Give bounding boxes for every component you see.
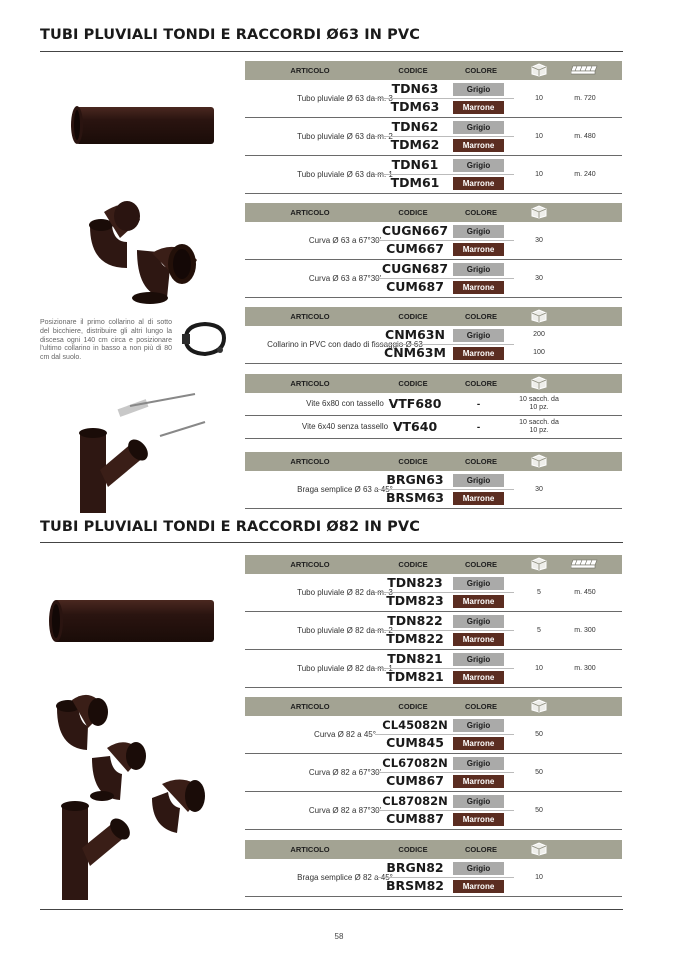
box-icon <box>530 204 548 219</box>
product-code: TDM823 <box>386 593 444 608</box>
color-badge: Grigio <box>453 577 504 590</box>
table-header <box>245 374 622 393</box>
table-row <box>245 80 622 118</box>
variant-line <box>375 471 514 490</box>
product-table <box>245 307 622 364</box>
product-code: TDM821 <box>386 669 444 684</box>
box-quantity: 30 <box>535 485 543 493</box>
column-header-pallet <box>565 61 605 78</box>
article-description-text: Curva Ø 82 a 87°30' <box>308 805 382 815</box>
box-quantity: 50 <box>535 730 543 738</box>
table-header <box>245 555 622 574</box>
variant-line <box>375 260 514 279</box>
box-quantity: 5 <box>537 588 541 596</box>
color-badge: Marrone <box>453 595 504 608</box>
color-badge: - <box>476 399 481 410</box>
table-row <box>245 393 622 416</box>
color-badge: Marrone <box>453 243 504 256</box>
table-row <box>245 754 622 792</box>
color-badge: Grigio <box>453 83 504 96</box>
variant-line <box>375 326 514 345</box>
table-row <box>245 326 622 364</box>
variant-line <box>375 118 514 137</box>
pallet-quantity: m. 480 <box>574 133 596 140</box>
product-code: CUGN687 <box>381 261 449 276</box>
color-badge: Marrone <box>453 737 504 750</box>
product-code: VTF680 <box>388 396 442 411</box>
article-description-text: Tubo pluviale Ø 63 da m. 3 <box>297 93 393 103</box>
fittings-82-image <box>52 688 212 903</box>
color-badge: Marrone <box>453 880 504 893</box>
variant-line <box>375 772 514 790</box>
section-rule <box>40 542 623 543</box>
column-header-codice: CODICE <box>398 312 428 321</box>
product-code: BRGN63 <box>386 472 444 487</box>
table-header <box>245 61 622 80</box>
product-table <box>245 374 622 439</box>
article-description-text: Curva Ø 63 a 87°30' <box>308 273 382 283</box>
table-row <box>245 118 622 156</box>
column-header-colore: COLORE <box>464 702 498 711</box>
pallet-quantity: m. 450 <box>574 589 596 596</box>
variant-line <box>375 240 514 258</box>
box-icon <box>530 308 548 323</box>
variant-line <box>375 278 514 296</box>
variant-line <box>375 489 514 507</box>
page-number: 58 <box>334 932 344 941</box>
box-quantity: 200 <box>533 331 545 338</box>
pallet-quantity: m. 720 <box>574 95 596 102</box>
color-badge: Grigio <box>453 263 504 276</box>
variant-line <box>375 716 514 735</box>
pallet-icon <box>571 557 599 572</box>
pallet-quantity: m. 300 <box>574 665 596 672</box>
box-quantity: 100 <box>533 349 545 356</box>
column-header-box <box>527 697 551 713</box>
product-code: TDN822 <box>387 613 443 628</box>
product-table <box>245 697 622 830</box>
variant-line <box>375 592 514 610</box>
box-quantity: 30 <box>535 274 543 282</box>
color-badge: Grigio <box>453 474 504 487</box>
variant-line <box>375 156 514 175</box>
column-header-articolo: ARTICOLO <box>290 312 330 321</box>
product-code: TDN62 <box>391 119 439 134</box>
table-row <box>245 574 622 612</box>
product-code: TDM61 <box>390 175 440 190</box>
color-badge: Marrone <box>453 101 504 114</box>
column-header-pallet <box>565 555 605 572</box>
product-code: CNM63N <box>385 327 445 342</box>
table-row <box>245 222 622 260</box>
column-header-articolo: ARTICOLO <box>290 845 330 854</box>
column-header-codice: CODICE <box>398 702 428 711</box>
table-header <box>245 203 622 222</box>
box-quantity: 10 <box>535 664 543 672</box>
article-description-text: Tubo pluviale Ø 63 da m. 1 <box>297 169 393 179</box>
color-badge: - <box>476 422 481 433</box>
variant-line <box>375 418 514 436</box>
product-code: BRSM63 <box>386 490 444 505</box>
product-code: TDM822 <box>386 631 444 646</box>
product-table <box>245 840 622 897</box>
pallet-quantity: m. 240 <box>574 171 596 178</box>
variant-line <box>375 574 514 593</box>
product-code: CL87082N <box>382 794 448 808</box>
product-code: CUM687 <box>386 279 444 294</box>
table-row <box>245 471 622 509</box>
product-code: TDN823 <box>387 575 443 590</box>
pallet-quantity: m. 300 <box>574 627 596 634</box>
color-badge: Marrone <box>453 492 504 505</box>
product-code: CUM887 <box>386 811 444 826</box>
pipe-63-image <box>70 103 215 148</box>
pipe-82-image <box>48 596 216 646</box>
variant-line <box>375 612 514 631</box>
article-description-text: Curva Ø 82 a 67°30' <box>308 767 382 777</box>
variant-line <box>375 630 514 648</box>
variant-line <box>375 668 514 686</box>
table-row <box>245 716 622 754</box>
box-quantity: 30 <box>535 236 543 244</box>
column-header-articolo: ARTICOLO <box>290 560 330 569</box>
product-code: TDM63 <box>390 99 440 114</box>
column-header-codice: CODICE <box>398 560 428 569</box>
variant-line <box>375 877 514 895</box>
footer-rule <box>40 909 623 910</box>
column-header-colore: COLORE <box>464 379 498 388</box>
color-badge: Grigio <box>453 225 504 238</box>
branch-63-image <box>70 425 150 515</box>
column-header-articolo: ARTICOLO <box>290 66 330 75</box>
table-header <box>245 307 622 326</box>
color-badge: Grigio <box>453 653 504 666</box>
column-header-colore: COLORE <box>464 457 498 466</box>
column-header-codice: CODICE <box>398 845 428 854</box>
elbow-63-image <box>82 198 202 306</box>
variant-line <box>375 222 514 241</box>
color-badge: Marrone <box>453 139 504 152</box>
column-header-box <box>527 203 551 219</box>
product-code: CUGN667 <box>381 223 449 238</box>
box-quantity: 10 sacch. da 10 pz. <box>519 396 559 411</box>
table-row <box>245 156 622 194</box>
column-header-articolo: ARTICOLO <box>290 208 330 217</box>
box-icon <box>530 841 548 856</box>
product-code: CUM845 <box>386 735 444 750</box>
color-badge: Grigio <box>453 757 504 770</box>
table-row <box>245 792 622 830</box>
variant-line <box>375 810 514 828</box>
collar-63-image <box>180 320 230 360</box>
product-code: BRSM82 <box>386 878 444 893</box>
color-badge: Grigio <box>453 329 504 342</box>
color-badge: Marrone <box>453 813 504 826</box>
variant-line <box>375 174 514 192</box>
variant-line <box>375 136 514 154</box>
column-header-articolo: ARTICOLO <box>290 702 330 711</box>
section-title-63: TUBI PLUVIALI TONDI E RACCORDI Ø63 IN PVC <box>40 27 420 43</box>
table-header <box>245 840 622 859</box>
article-description-text: Vite 6x80 con tassello <box>306 399 384 408</box>
product-table <box>245 452 622 509</box>
color-badge: Grigio <box>453 159 504 172</box>
column-header-box <box>527 374 551 390</box>
box-quantity: 50 <box>535 806 543 814</box>
variant-line <box>375 792 514 811</box>
column-header-articolo: ARTICOLO <box>290 457 330 466</box>
product-table <box>245 203 622 298</box>
column-header-codice: CODICE <box>398 457 428 466</box>
color-badge: Grigio <box>453 121 504 134</box>
variant-line <box>375 734 514 752</box>
color-badge: Grigio <box>453 795 504 808</box>
product-code: TDN61 <box>391 157 439 172</box>
color-badge: Marrone <box>453 671 504 684</box>
product-code: VT640 <box>392 419 438 434</box>
box-icon <box>530 62 548 77</box>
variant-line <box>375 98 514 116</box>
table-row <box>245 650 622 688</box>
column-header-colore: COLORE <box>464 560 498 569</box>
column-header-box <box>527 840 551 856</box>
variant-line <box>375 859 514 878</box>
box-quantity: 50 <box>535 768 543 776</box>
table-row <box>245 416 622 439</box>
pallet-icon <box>571 63 599 78</box>
box-icon <box>530 556 548 571</box>
article-description-text: Collarino in PVC con dado di fissaggio Ø 63 <box>267 339 423 349</box>
product-code: CL45082N <box>382 718 448 732</box>
product-code: BRGN82 <box>386 860 444 875</box>
table-row <box>245 612 622 650</box>
color-badge: Grigio <box>453 719 504 732</box>
column-header-box <box>527 307 551 323</box>
variant-line <box>375 80 514 99</box>
product-table <box>245 61 622 194</box>
column-header-box <box>527 61 551 77</box>
color-badge: Marrone <box>453 775 504 788</box>
product-table <box>245 555 622 688</box>
table-row <box>245 859 622 897</box>
article-description-text: Curva Ø 63 a 67°30' <box>308 235 382 245</box>
box-quantity: 10 <box>535 132 543 140</box>
column-header-colore: COLORE <box>464 312 498 321</box>
product-code: TDN821 <box>387 651 443 666</box>
column-header-colore: COLORE <box>464 66 498 75</box>
column-header-box <box>527 555 551 571</box>
column-header-articolo: ARTICOLO <box>290 379 330 388</box>
article-description-text: Braga semplice Ø 82 a 45° <box>297 872 393 882</box>
article-description-text: Tubo pluviale Ø 82 da m. 1 <box>297 663 393 673</box>
column-header-codice: CODICE <box>398 208 428 217</box>
color-badge: Grigio <box>453 615 504 628</box>
table-header <box>245 452 622 471</box>
article-description-text: Tubo pluviale Ø 63 da m. 2 <box>297 131 393 141</box>
column-header-colore: COLORE <box>464 208 498 217</box>
variant-line <box>375 344 514 362</box>
product-code: CUM867 <box>386 773 444 788</box>
color-badge: Grigio <box>453 862 504 875</box>
box-quantity: 10 <box>535 873 543 881</box>
box-icon <box>530 698 548 713</box>
color-badge: Marrone <box>453 281 504 294</box>
article-description-text: Vite 6x40 senza tassello <box>301 422 389 431</box>
variant-line <box>375 754 514 773</box>
color-badge: Marrone <box>453 347 504 360</box>
installation-note: Posizionare il primo collarino al di sotto del bicchiere, distribuire gli altri lungo la discesa ogni 140 cm circa e posizionare l'ultimo collarino in basso a non più di 80 cm dal suolo. <box>40 319 172 362</box>
table-row <box>245 260 622 298</box>
product-code: CL67082N <box>382 756 448 770</box>
color-badge: Marrone <box>453 177 504 190</box>
variant-line <box>375 395 514 413</box>
table-header <box>245 697 622 716</box>
product-code: TDN63 <box>391 81 439 96</box>
box-quantity: 10 sacch. da 10 pz. <box>519 419 559 434</box>
column-header-codice: CODICE <box>398 66 428 75</box>
column-header-codice: CODICE <box>398 379 428 388</box>
box-quantity: 10 <box>535 94 543 102</box>
section-title-82: TUBI PLUVIALI TONDI E RACCORDI Ø82 IN PVC <box>40 519 420 535</box>
box-icon <box>530 453 548 468</box>
box-icon <box>530 375 548 390</box>
article-description-text: Curva Ø 82 a 45° <box>314 729 376 739</box>
article-description-text: Tubo pluviale Ø 82 da m. 3 <box>297 587 393 597</box>
article-description-text: Tubo pluviale Ø 82 da m. 2 <box>297 625 393 635</box>
product-code: CUM667 <box>386 241 444 256</box>
product-code: TDM62 <box>390 137 440 152</box>
column-header-box <box>527 452 551 468</box>
product-code: CNM63M <box>384 345 446 360</box>
variant-line <box>375 650 514 669</box>
article-description-text: Braga semplice Ø 63 a 45° <box>297 484 393 494</box>
box-quantity: 10 <box>535 170 543 178</box>
section-rule <box>40 51 623 52</box>
column-header-colore: COLORE <box>464 845 498 854</box>
color-badge: Marrone <box>453 633 504 646</box>
box-quantity: 5 <box>537 626 541 634</box>
